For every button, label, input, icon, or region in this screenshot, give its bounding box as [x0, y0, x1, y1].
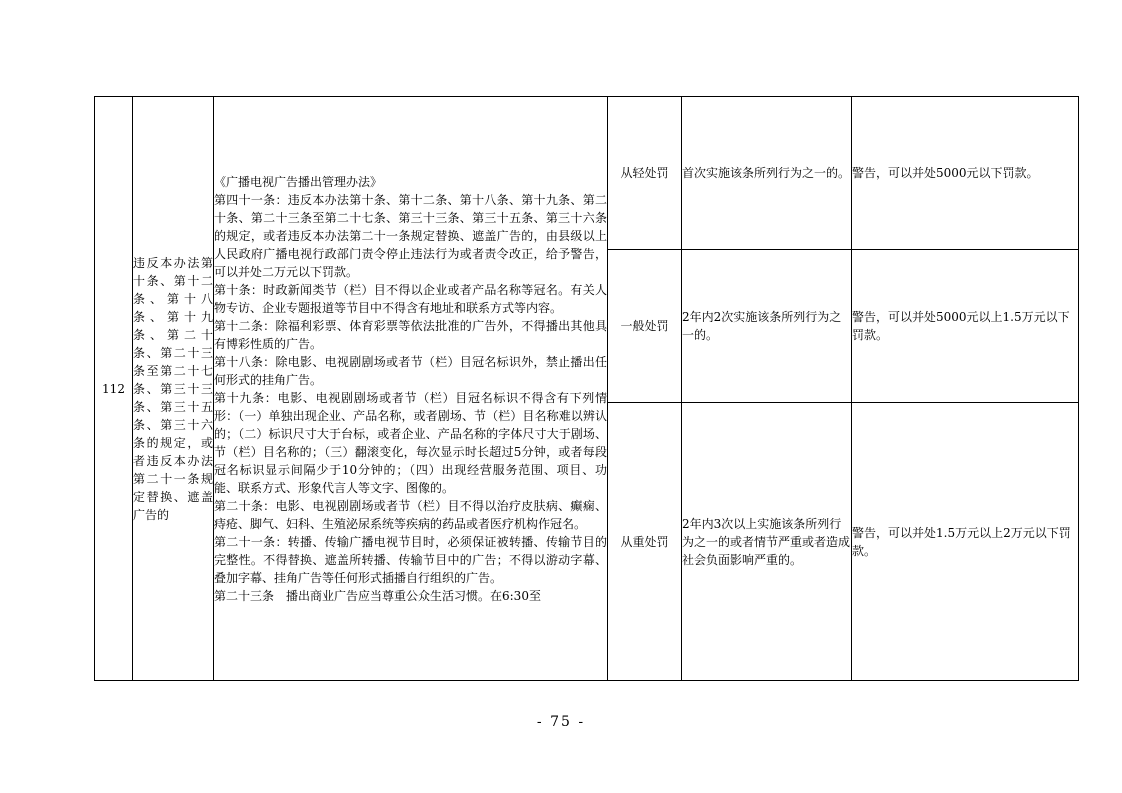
- basis-article-12: 第十二条：除福利彩票、体育彩票等依法批准的广告外，不得播出其他具有博彩性质的广告。: [214, 318, 607, 351]
- basis-title: 《广播电视广告播出管理办法》: [214, 174, 383, 189]
- penalty-level-light: 从轻处罚: [608, 97, 682, 250]
- legal-basis: [214, 97, 608, 681]
- condition-general: 2年内2次实施该条所列行为之一的。: [682, 250, 852, 403]
- standard-light: 警告，可以并处5000元以下罚款。: [852, 97, 1079, 250]
- basis-article-21: 第二十一条：转播、传输广播电视节目时，必须保证被转播、传输节目的完整性。不得替换、遮盖所转播、传输节目中的广告；不得以游动字幕、叠加字幕、挂角广告等任何形式插播自行组织的广告。: [214, 534, 607, 585]
- basis-article-23: 第二十三条 播出商业广告应当尊重公众生活习惯。在6:30至: [214, 588, 541, 603]
- condition-light: 首次实施该条所列行为之一的。: [682, 97, 852, 250]
- violation-item: 违反本办法第十条、第十二条、第十八条、第十九条、第二十条、第二十三条至第二十七条、第三十三条、第三十五条、第三十六条的规定，或者违反本办法第二十一条规定替换、遮盖广告的: [133, 97, 214, 681]
- basis-article-19: 第十九条：电影、电视剧剧场或者节（栏）目冠名标识不得含有下列情形：（一）单独出现企业、产品名称，或者剧场、节（栏）目名称难以辨认的；（二）标识尺寸大于台标，或者企业、产品名称的字体尺寸大于剧场、节（栏）目名称的；（三）翻滚变化，每次显示时长超过5分钟，或者每段冠名标识显示间隔少于10分钟的；（四）出现经营服务范围、项目、功能、联系方式、形象代言人等文字、图像的。: [214, 390, 607, 495]
- row-number: 112: [95, 97, 133, 681]
- penalty-level-heavy: 从重处罚: [608, 403, 682, 681]
- basis-article-18: 第十八条：除电影、电视剧剧场或者节（栏）目冠名标识外，禁止播出任何形式的挂角广告。: [214, 354, 607, 387]
- page-number: - 75 -: [536, 714, 586, 730]
- basis-article-41: 第四十一条：违反本办法第十条、第十二条、第十八条、第十九条、第二十条、第二十三条至第二十七条、第三十三条、第三十五条、第三十六条的规定，或者违反本办法第二十一条规定替换、遮盖广告的，由县级以上人民政府广播电视行政部门责令停止违法行为或者责令改正，给予警告，可以并处二万元以下罚款。: [214, 192, 607, 279]
- basis-article-20: 第二十条：电影、电视剧剧场或者节（栏）目不得以治疗皮肤病、癫痫、痔疮、脚气、妇科、生殖泌尿系统等疾病的药品或者医疗机构作冠名。: [214, 498, 607, 531]
- standard-heavy: 警告，可以并处1.5万元以上2万元以下罚款。: [852, 403, 1079, 681]
- table-row: [95, 97, 1079, 250]
- standard-general: 警告，可以并处5000元以上1.5万元以下罚款。: [852, 250, 1079, 403]
- basis-article-10: 第十条：时政新闻类节（栏）目不得以企业或者产品名称等冠名。有关人物专访、企业专题报道等节目中不得含有地址和联系方式等内容。: [214, 282, 607, 315]
- condition-heavy: 2年内3次以上实施该条所列行为之一的或者情节严重或者造成社会负面影响严重的。: [682, 403, 852, 681]
- penalty-level-general: 一般处罚: [608, 250, 682, 403]
- penalty-table: [94, 96, 1079, 681]
